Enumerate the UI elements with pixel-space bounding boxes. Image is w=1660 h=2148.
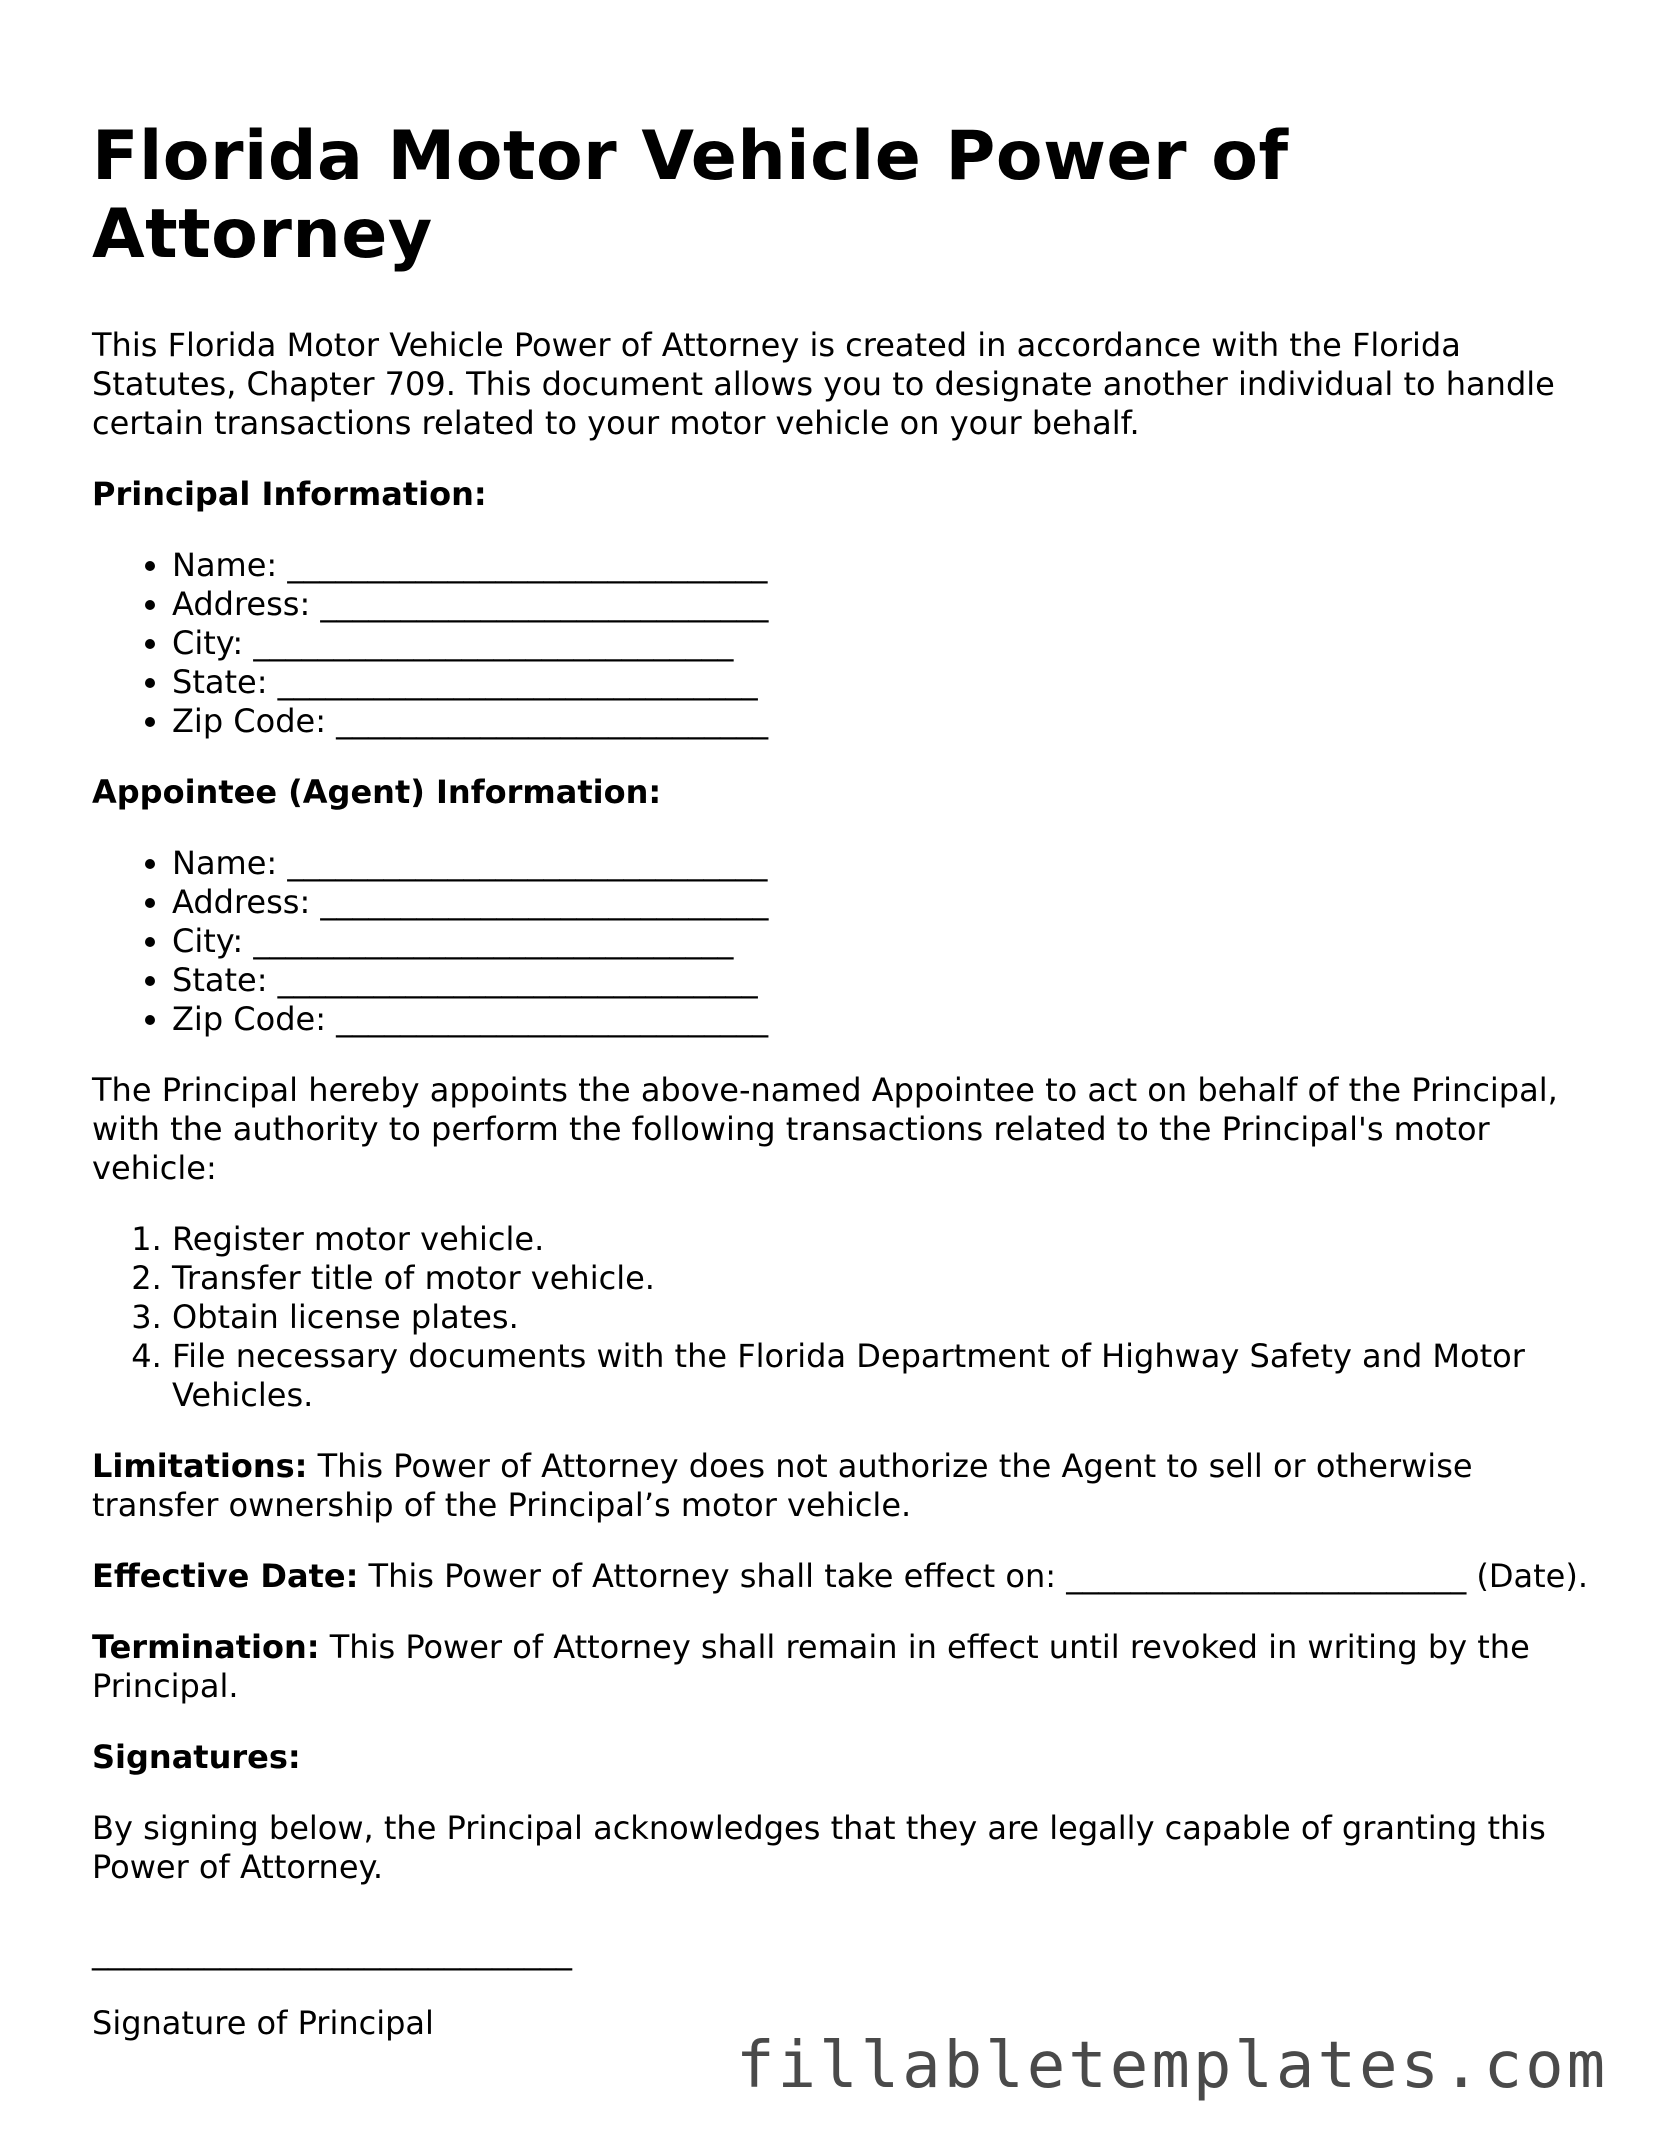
signature-caption: Signature of Principal bbox=[92, 2004, 434, 2042]
appointee-address-field[interactable]: • Address: ____________________________ bbox=[172, 883, 1592, 922]
appointee-city-field[interactable]: • City: ______________________________ bbox=[172, 922, 1592, 961]
effective-date-text[interactable]: This Power of Attorney shall take effect on: _________________________ (Date). bbox=[358, 1557, 1588, 1595]
transaction-item: 2. Transfer title of motor vehicle. bbox=[172, 1259, 1592, 1298]
termination-text: This Power of Attorney shall remain in effect until revoked in writing by the Principal. bbox=[92, 1628, 1530, 1705]
transaction-item: 4. File necessary documents with the Florida Department of Highway Safety and Motor Vehicles. bbox=[172, 1337, 1592, 1415]
limitations-text: This Power of Attorney does not authorize the Agent to sell or otherwise transfer ownership of the Principal’s motor vehicle. bbox=[92, 1447, 1473, 1524]
limitations-label: Limitations: bbox=[92, 1447, 308, 1485]
watermark-logo: fillabletemplates.com bbox=[736, 2029, 1609, 2103]
limitations-paragraph bbox=[92, 1447, 1592, 1525]
appointee-field-list bbox=[92, 844, 1592, 1039]
page-title: Florida Motor Vehicle Power of Attorney bbox=[92, 117, 1289, 274]
transaction-list bbox=[92, 1220, 1592, 1415]
principal-field-list bbox=[92, 546, 1592, 741]
signature-line[interactable]: ______________________________ bbox=[92, 1933, 572, 1971]
principal-state-field[interactable]: • State: ______________________________ bbox=[172, 663, 1592, 702]
appointee-name-field[interactable]: • Name: ______________________________ bbox=[172, 844, 1592, 883]
principal-city-field[interactable]: • City: ______________________________ bbox=[172, 624, 1592, 663]
document-page bbox=[92, 118, 1592, 2075]
effective-date-paragraph[interactable] bbox=[92, 1557, 1592, 1596]
principal-zip-field[interactable]: • Zip Code: ___________________________ bbox=[172, 702, 1592, 741]
principal-name-field[interactable]: • Name: ______________________________ bbox=[172, 546, 1592, 585]
appointee-zip-field[interactable]: • Zip Code: ___________________________ bbox=[172, 1000, 1592, 1039]
signatures-paragraph: By signing below, the Principal acknowledges that they are legally capable of granting this Power of Attorney. bbox=[92, 1809, 1546, 1886]
principal-address-field[interactable]: • Address: ____________________________ bbox=[172, 585, 1592, 624]
principal-heading: Principal Information: bbox=[92, 475, 487, 513]
termination-paragraph bbox=[92, 1628, 1592, 1706]
transaction-item: 3. Obtain license plates. bbox=[172, 1298, 1592, 1337]
appointee-state-field[interactable]: • State: ______________________________ bbox=[172, 961, 1592, 1000]
signatures-heading: Signatures: bbox=[92, 1738, 301, 1776]
appointment-paragraph: The Principal hereby appoints the above-named Appointee to act on behalf of the Principal, with the authority to perform the following transactions related to the Principal's motor vehicle: bbox=[92, 1071, 1558, 1187]
transaction-item: 1. Register motor vehicle. bbox=[172, 1220, 1592, 1259]
appointee-heading: Appointee (Agent) Information: bbox=[92, 773, 662, 811]
effective-date-label: Effective Date: bbox=[92, 1557, 359, 1595]
termination-label: Termination: bbox=[92, 1628, 320, 1666]
intro-paragraph: This Florida Motor Vehicle Power of Attorney is created in accordance with the Florida Statutes, Chapter 709. This document allows you to designate another individual to handle certain transactions related to your motor vehicle on your behalf. bbox=[92, 326, 1555, 442]
